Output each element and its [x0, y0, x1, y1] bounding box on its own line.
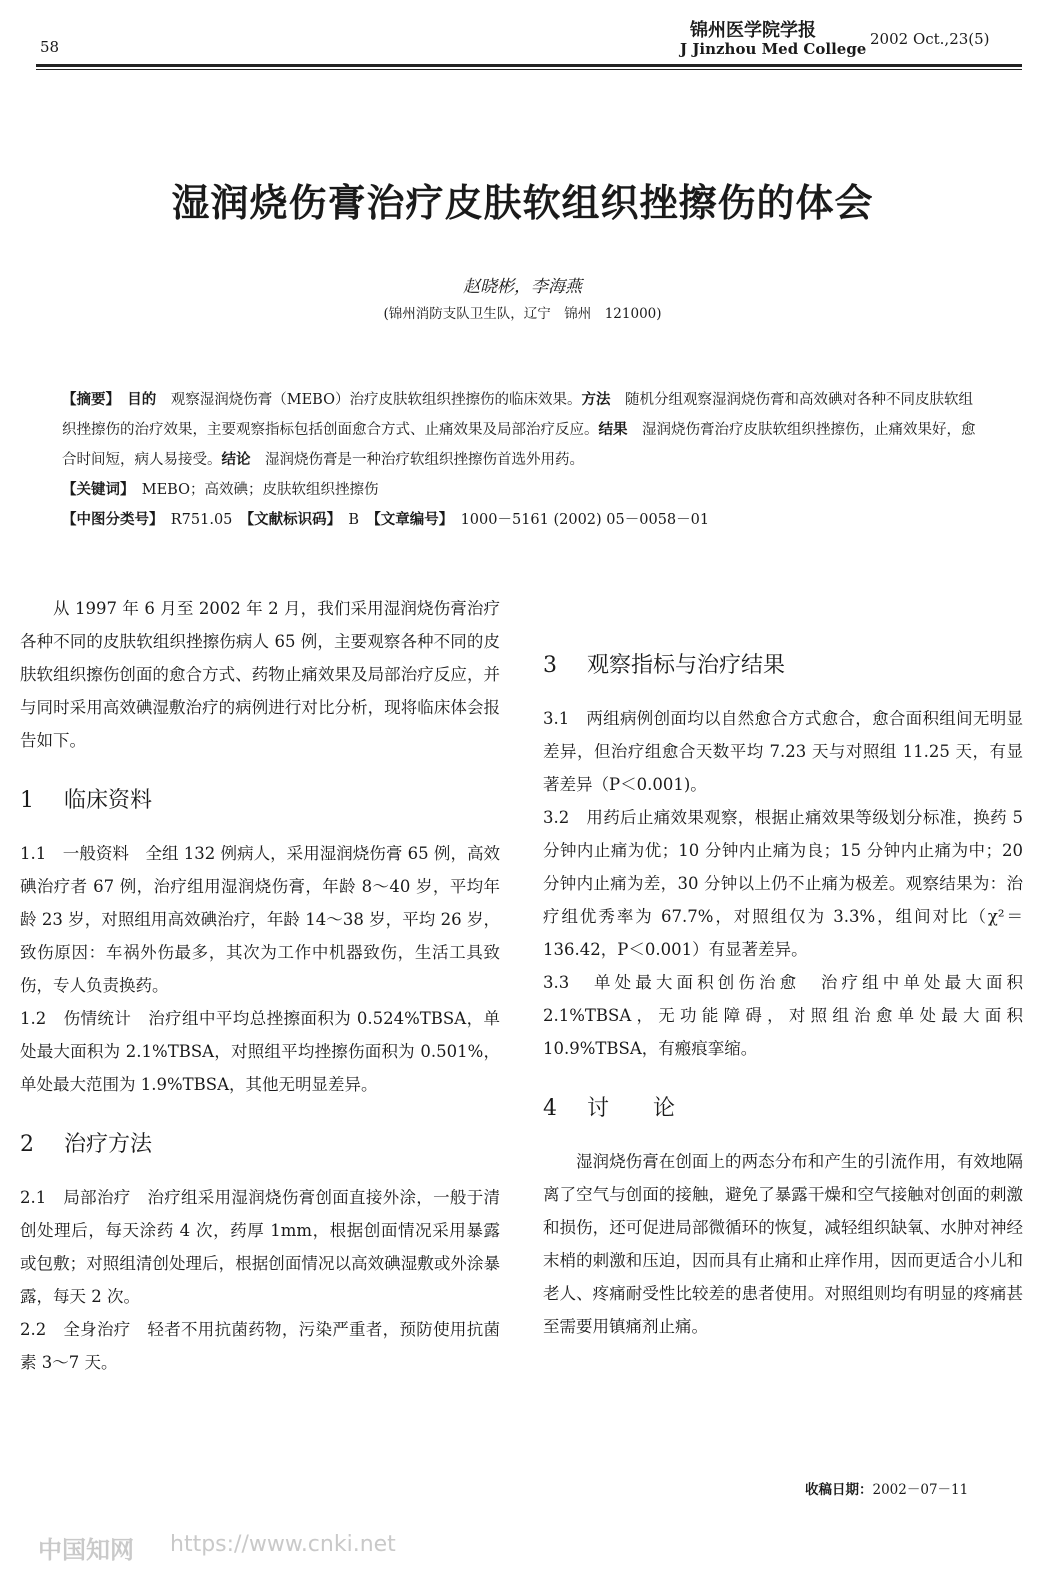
discussion-paragraph: 湿润烧伤膏在创面上的两态分布和产生的引流作用，有效地隔离了空气与创面的接触，避免了暴露干燥和空气接触对创面的刺激和损伤，还可促进局部微循环的恢复，减轻组织缺氧、水肿对神经末梢的刺激和压迫，因而具有止痛和止痒作用，因而更适合小儿和老人、疼痛耐受性比较差的患者使用。对照组则均有明显的疼痛甚至需要用镇痛剂止痛。 [543, 1152, 1023, 1336]
paragraph-1-1 [20, 837, 500, 1002]
method-text: 随机分组观察湿润烧伤膏和高效碘对各种不同皮肤软组织挫擦伤的治疗效果，主要观察指标包括创面愈合方式、止痛效果及局部治疗反应。 [62, 392, 973, 438]
paragraph-label: 3.2 [543, 808, 570, 827]
article-title: 湿润烧伤膏治疗皮肤软组织挫擦伤的体会 [171, 180, 874, 225]
abstract-label: 【摘要】 [62, 391, 113, 408]
right-column [543, 592, 1023, 1343]
intro-paragraph: 从 1997 年 6 月至 2002 年 2 月，我们采用湿润烧伤膏治疗各种不同的皮肤软组织挫擦伤病人 65 例，主要观察各种不同的皮肤软组织擦伤创面的愈合方式、药物止痛效果及局部治疗反应，并与同时采用高效碘湿敷治疗的病例进行对比分析，现将临床体会报告如下。 [20, 599, 500, 750]
paragraph-text: 治疗组中平均总挫擦面积为 0.524%TBSA，单处最大面积为 2.1%TBSA，对照组平均挫擦伤面积为 0.501%，单处最大范围为 1.9%TBSA，其他无明显差异。 [20, 1009, 500, 1094]
abstract [62, 385, 982, 535]
issue-info: 2002 Oct.,23(5) [870, 30, 990, 48]
paragraph-text: 治疗组中单处最大面积 2.1%TBSA，无功能障碍，对照组治愈单处最大面积 10.9%TBSA，有瘢痕挛缩。 [543, 973, 1023, 1058]
clc-label: 【中图分类号】 [62, 511, 157, 528]
paragraph-2-2 [20, 1313, 500, 1379]
journal-title-cn: 锦州医学院学报 [690, 20, 816, 41]
paragraph-label: 2.2 全身治疗 [20, 1320, 131, 1339]
section-title: 治疗方法 [64, 1132, 153, 1157]
received-label: 收稿日期： [805, 1482, 873, 1498]
classification-line [62, 505, 982, 535]
keywords-label: 【关键词】 [62, 481, 128, 498]
purpose-label: 目的 [127, 391, 157, 408]
clc-value: R751.05 [170, 512, 233, 528]
section-title: 观察指标与治疗结果 [587, 653, 786, 678]
paragraph-text: 轻者不用抗菌药物，污染严重者，预防使用抗菌素 3～7 天。 [20, 1320, 501, 1372]
section-4-heading [543, 1091, 1023, 1127]
cnki-watermark-url: https://www.cnki.net [170, 1532, 396, 1557]
paragraph-label: 1.1 一般资料 [20, 844, 129, 863]
header-rule-thin [36, 69, 1022, 70]
abstract-text [62, 385, 982, 475]
paragraph-3-3 [543, 966, 1023, 1065]
page-number: 58 [40, 38, 60, 56]
article-number-label: 【文章编号】 [373, 511, 447, 528]
keywords-line [62, 475, 982, 505]
section-1-heading [20, 783, 500, 819]
left-column [20, 592, 500, 1379]
purpose-text: 观察湿润烧伤膏（MEBO）治疗皮肤软组织挫擦伤的临床效果。 [170, 392, 582, 408]
section-2-heading [20, 1127, 500, 1163]
paragraph-text: 治疗组采用湿润烧伤膏创面直接外涂，一般于清创处理后，每天涂药 4 次，药厚 1mm，根据创面情况采用暴露或包敷；对照组清创处理后，根据创面情况以高效碘湿敷或外涂暴露，每天 2 次。 [20, 1188, 501, 1306]
paragraph-text: 用药后止痛效果观察，根据止痛效果等级划分标准，换药 5 分钟内止痛为优；10 分钟内止痛为良；15 分钟内止痛为中；20 分钟内止痛为差，30 分钟以上仍不止痛为极差。观察结果为：治疗组优秀率为 67.7%，对照组仅为 3.3%，组间对比（χ²＝136.42，P＜0.001）有显著差异。 [543, 808, 1024, 959]
received-date [805, 1478, 968, 1498]
affiliation: (锦州消防支队卫生队，辽宁 锦州 121000) [383, 306, 662, 322]
paragraph-label: 1.2 伤情统计 [20, 1009, 132, 1028]
result-label: 结果 [598, 421, 628, 438]
paragraph-label: 2.1 局部治疗 [20, 1188, 131, 1207]
section-number: 3 [543, 653, 557, 678]
article-number-value: 1000－5161 (2002) 05－0058－01 [460, 512, 710, 528]
paragraph-2-1 [20, 1181, 500, 1313]
paragraph-3-2 [543, 801, 1023, 966]
section-title: 讨 论 [587, 1096, 676, 1121]
section-number: 2 [20, 1132, 34, 1157]
authors: 赵晓彬，李海燕 [463, 277, 582, 297]
paragraph-1-2 [20, 1002, 500, 1101]
journal-title-en: J Jinzhou Med College [680, 40, 867, 58]
paragraph-label: 3.3 单处最大面积创伤治愈 [543, 973, 801, 992]
paragraph-3-1 [543, 702, 1023, 801]
keywords-value: MEBO；高效碘；皮肤软组织挫擦伤 [141, 482, 379, 498]
section-3-heading [543, 648, 1023, 684]
paragraph-text: 两组病例创面均以自然愈合方式愈合，愈合面积组间无明显差异，但治疗组愈合天数平均 7.23 天与对照组 11.25 天，有显著差异（P＜0.001)。 [543, 709, 1024, 794]
paragraph-text: 全组 132 例病人，采用湿润烧伤膏 65 例，高效碘治疗者 67 例，治疗组用湿润烧伤膏，年龄 8～40 岁，平均年龄 23 岁，对照组用高效碘治疗，年龄 14～38 岁，平均 26 岁，致伤原因：车祸外伤最多，其次为工作中机器致伤，生活工具致伤，专人负责换药。 [20, 844, 501, 995]
conclusion-label: 结论 [221, 451, 251, 468]
paragraph-label: 3.1 [543, 709, 570, 728]
doc-code-label: 【文献标识码】 [246, 511, 334, 528]
result-text: 湿润烧伤膏治疗皮肤软组织挫擦伤，止痛效果好，愈合时间短，病人易接受。 [62, 422, 976, 468]
section-number: 4 [543, 1096, 557, 1121]
header-rule [36, 64, 1022, 67]
section-title: 临床资料 [64, 788, 153, 813]
received-value: 2002－07－11 [872, 1482, 969, 1498]
doc-code-value: B [348, 512, 360, 528]
section-number: 1 [20, 788, 34, 813]
method-label: 方法 [581, 391, 611, 408]
cnki-watermark-logo: 中国知网 [38, 1536, 134, 1564]
conclusion-text: 湿润烧伤膏是一种治疗软组织挫擦伤首选外用药。 [265, 452, 584, 468]
